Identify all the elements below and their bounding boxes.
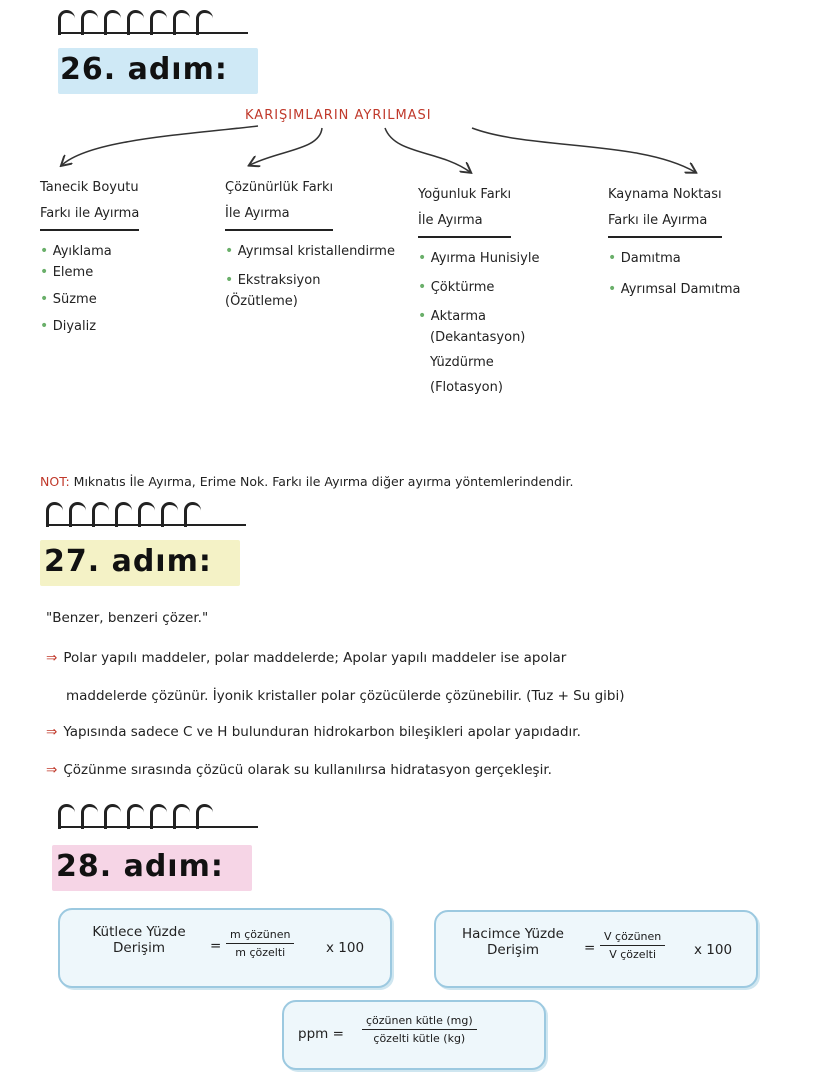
ppm-formula [282, 1000, 546, 1070]
volume-fraction [600, 930, 665, 961]
step-27-line-2: maddelerde çözünür. İyonik kristaller polar çözücülerde çözünebilir. (Tuz + Su gibi) [66, 688, 625, 704]
volume-percent-label-2: Derişim [487, 942, 539, 958]
mass-percent-label: Kütlece Yüzde [92, 924, 186, 940]
list-item: • Diyaliz [40, 316, 210, 337]
arrow-right-icon: ⇒ [46, 762, 58, 778]
list-item: • Aktarma [418, 306, 598, 327]
mass-fraction [226, 928, 294, 959]
arrow-col2 [250, 128, 322, 165]
list-item: (Flotasyon) [430, 380, 503, 395]
arrow-col3 [385, 128, 470, 172]
volume-percent-formula [434, 910, 758, 988]
list-item: • Ekstraksiyon [225, 270, 425, 291]
mass-denominator: m çözelti [235, 946, 286, 959]
mass-eq: = [210, 938, 222, 954]
mass-numerator: m çözünen [226, 928, 294, 944]
volume-numerator: V çözünen [600, 930, 665, 946]
volume-eq: = [584, 940, 596, 956]
column-1-heading: Tanecik Boyutu Farkı ile Ayırma [40, 175, 139, 231]
ppm-numerator: çözünen kütle (mg) [362, 1014, 477, 1030]
spiral-binding-28 [58, 804, 268, 832]
step-27-line-1: ⇒ Polar yapılı maddeler, polar maddelerde; Apolar yapılı maddeler ise apolar [46, 650, 567, 666]
map-column-1 [40, 175, 210, 337]
map-arrows [0, 0, 828, 200]
step-27-line-4: ⇒ Çözünme sırasında çözücü olarak su kullanılırsa hidratasyon gerçekleşir. [46, 762, 552, 778]
spiral-binding-27 [46, 502, 256, 530]
mass-percent-label-2: Derişim [113, 940, 165, 956]
map-column-2 [225, 175, 425, 312]
list-item: • Ayıklama [40, 241, 210, 262]
list-item: (Özütleme) [225, 294, 298, 309]
arrow-right-icon: ⇒ [46, 724, 58, 740]
mass-multiplier: x 100 [326, 940, 365, 956]
volume-multiplier: x 100 [694, 942, 733, 958]
column-2-heading: Çözünürlük Farkı İle Ayırma [225, 175, 333, 231]
volume-denominator: V çözelti [609, 948, 657, 961]
list-item: • Ayrımsal Damıtma [608, 279, 808, 300]
list-item: • Ayırma Hunisiyle [418, 248, 598, 269]
list-item: • Ayrımsal kristallendirme [225, 241, 425, 262]
map-title: KARIŞIMLARIN AYRILMASI [245, 108, 432, 123]
list-item: • Eleme [40, 262, 210, 283]
step-27-title: 27. adım: [44, 544, 212, 579]
ppm-fraction [362, 1014, 477, 1045]
volume-percent-label: Hacimce Yüzde [462, 926, 564, 942]
map-column-4 [608, 182, 808, 300]
map-column-3 [418, 182, 598, 398]
list-item: (Dekantasyon) [430, 330, 526, 345]
arrow-right-icon: ⇒ [46, 650, 58, 666]
mass-percent-formula [58, 908, 392, 988]
column-4-heading: Kaynama Noktası Farkı ile Ayırma [608, 182, 722, 238]
ppm-denominator: çözelti kütle (kg) [373, 1032, 466, 1045]
arrow-col1 [62, 126, 258, 165]
step-28-title: 28. adım: [56, 849, 224, 884]
ppm-label: ppm = [298, 1026, 344, 1042]
note-text: Mıknatıs İle Ayırma, Erime Nok. Farkı ile Ayırma diğer ayırma yöntemlerindendir. [73, 474, 574, 489]
list-item: • Damıtma [608, 248, 808, 269]
note-label: NOT: [40, 474, 70, 489]
column-3-heading: Yoğunluk Farkı İle Ayırma [418, 182, 511, 238]
note [40, 472, 820, 492]
quote: "Benzer, benzeri çözer." [46, 610, 209, 626]
list-item: Yüzdürme [430, 355, 494, 370]
list-item: • Çöktürme [418, 277, 598, 298]
step-27-line-3: ⇒ Yapısında sadece C ve H bulunduran hidrokarbon bileşikleri apolar yapıdadır. [46, 724, 581, 740]
step-26-title: 26. adım: [60, 52, 228, 87]
list-item: • Süzme [40, 289, 210, 310]
arrow-col4 [472, 128, 695, 172]
